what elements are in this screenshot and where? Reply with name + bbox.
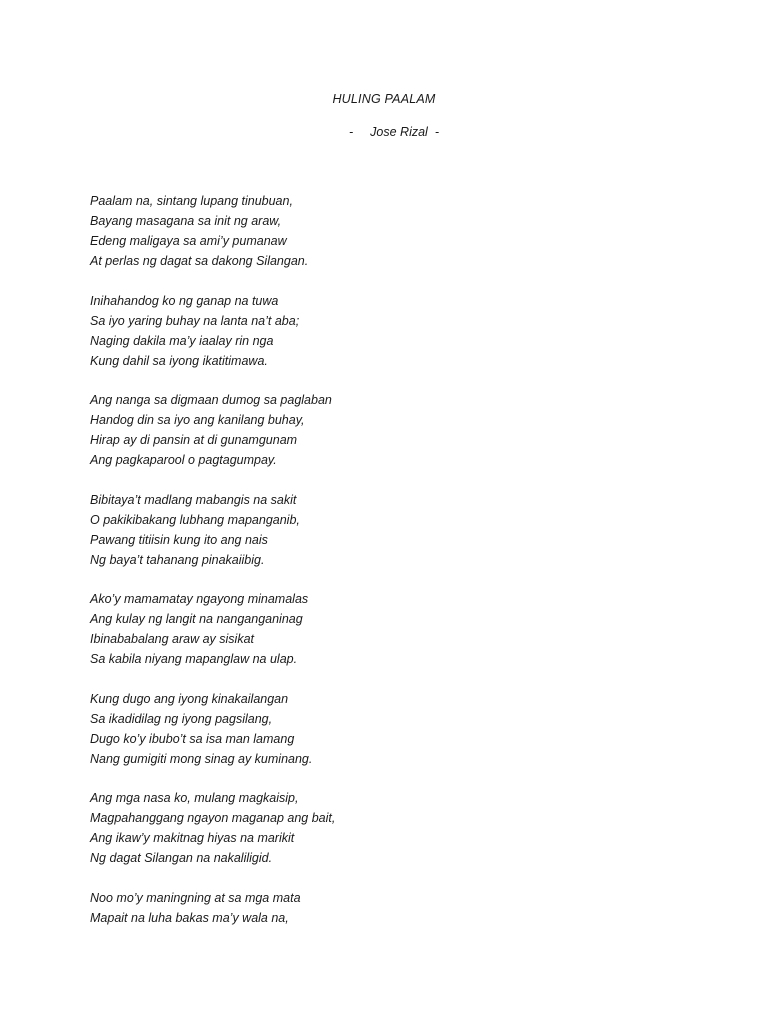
poem-line: Ang mga nasa ko, mulang magkaisip, <box>90 791 299 805</box>
stanza <box>90 888 690 928</box>
poem-line: Ako’y mamamatay ngayong minamalas <box>90 592 309 606</box>
poem-line: Nang gumigiti mong sinag ay kuminang. <box>90 751 313 766</box>
poem-line: Bayang masagana sa init ng araw, <box>90 214 282 228</box>
poem-line: Naging dakila ma’y iaalay rin nga <box>90 333 274 348</box>
author-dash-left: - <box>349 125 354 139</box>
poem-line: Magpahanggang ngayon maganap ang bait, <box>90 811 336 825</box>
stanza <box>90 689 690 769</box>
poem-line: Ang pagkaparool o pagtagumpay. <box>90 453 277 467</box>
stanza <box>90 490 690 570</box>
poem-line: Kung dahil sa iyong ikatitimawa. <box>90 353 268 368</box>
poem-line: Pawang titiisin kung ito ang nais <box>90 532 268 547</box>
poem-line: At perlas ng dagat sa dakong Silangan. <box>90 254 309 268</box>
poem-line: Ng dagat Silangan na nakaliligid. <box>90 851 273 865</box>
poem-line: Sa ikadidilag ng iyong pagsilang, <box>90 711 273 726</box>
poem-line: Bibitaya’t madlang mabangis na sakit <box>90 492 297 507</box>
stanza <box>90 788 690 868</box>
author-line <box>349 125 439 139</box>
poem-body <box>90 191 690 947</box>
poem-line: Inihahandog ko ng ganap na tuwa <box>90 293 279 308</box>
poem-line: Ang ikaw’y makitnag hiyas na marikit <box>90 831 295 845</box>
poem-line: Ibinababalang araw ay sisikat <box>90 632 254 646</box>
author-name: Jose Rizal <box>370 125 428 139</box>
poem-line: Handog din sa iyo ang kanilang buhay, <box>90 413 305 427</box>
stanza <box>90 191 690 271</box>
poem-line: Kung dugo ang iyong kinakailangan <box>90 691 289 706</box>
stanza <box>90 589 690 669</box>
stanza <box>90 291 690 371</box>
poem-line: Noo mo’y maningning at sa mga mata <box>90 890 301 905</box>
author-dash-right: - <box>434 125 440 139</box>
poem-line: Sa kabila niyang mapanglaw na ulap. <box>90 652 298 666</box>
poem-line: Hirap ay di pansin at di gunamgunam <box>90 433 298 447</box>
poem-line: Mapait na luha bakas ma’y wala na, <box>90 910 289 925</box>
poem-line: Paalam na, sintang lupang tinubuan, <box>90 194 293 208</box>
poem-line: Ng baya’t tahanang pinakaiibig. <box>90 552 265 567</box>
poem-line: Edeng maligaya sa ami’y pumanaw <box>90 234 287 248</box>
poem-line: Ang kulay ng langit na nanganganinag <box>90 612 303 626</box>
poem-line: Ang nanga sa digmaan dumog sa paglaban <box>90 393 332 407</box>
poem-line: Sa iyo yaring buhay na lanta na’t aba; <box>90 313 300 328</box>
poem-title: HULING PAALAM <box>332 92 436 106</box>
poem-line: Dugo ko’y ibubo’t sa isa man lamang <box>90 731 295 746</box>
stanza <box>90 390 690 470</box>
poem-line: O pakikibakang lubhang mapanganib, <box>90 512 300 527</box>
